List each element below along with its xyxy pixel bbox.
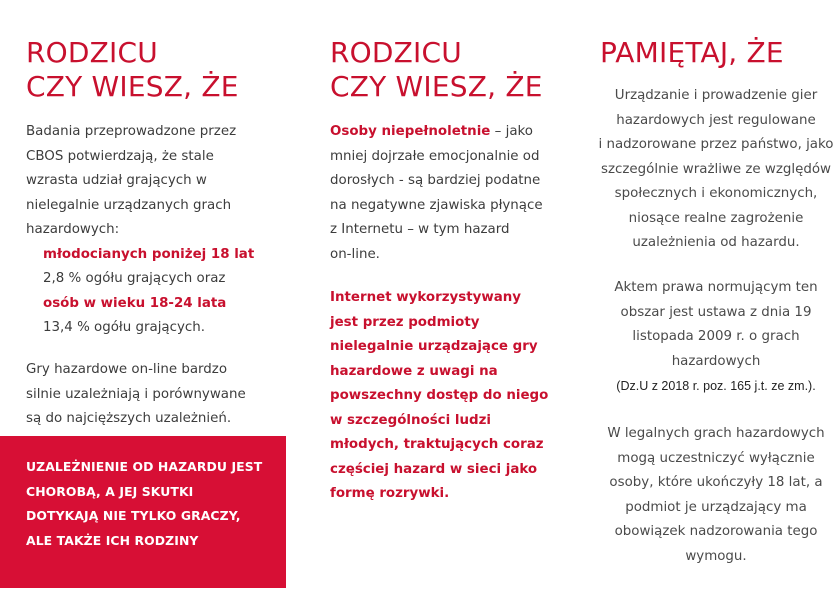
addiction-banner-text: UZALEŻNIENIE OD HAZARDU JEST CHOROBĄ, A JEJ SKUTKI DOTYKAJĄ NIE TYLKO GRACZY, ALE TAKŻE ICH RODZINY [26, 459, 263, 548]
group-minors-value: 2,8 % ogółu grających oraz [43, 271, 226, 286]
group-young-adults-value: 13,4 % ogółu grających. [43, 320, 206, 335]
legal-citation: (Dz.U z 2018 r. poz. 165 j.t. ze zm.). [616, 379, 816, 393]
heading-parent-did-you-know-2: RODZICU CZY WIESZ, ŻE [330, 36, 543, 103]
group-young-adults-label: osób w wieku 18-24 lata [43, 295, 227, 311]
survey-paragraph: Badania przeprowadzone przez CBOS potwierdzają, że stale wzrasta udział grających w nielegalnie urządzanych grach hazardowych: młodocianych poniżej 18 lat 2,8 % ogółu grających oraz osób w wieku 18-24 lata 13,4 % ogółu grających. [26, 120, 254, 341]
age-requirement-paragraph: W legalnych grach hazardowych mogą uczestniczyć wyłącznie osoby, które ukończyły 18 lat, a podmiot je urządzający ma obowiązek nadzorowania tego wymogu. [607, 426, 825, 564]
legal-act-paragraph: Aktem prawa normującym ten obszar jest ustawa z dnia 19 listopada 2009 r. o grach hazardowych (Dz.U z 2018 r. poz. 165 j.t. ze zm.). [598, 276, 834, 399]
heading-remember: PAMIĘTAJ, ŻE [600, 36, 784, 69]
regulation-paragraph: Urządzanie i prowadzenie gier hazardowych jest regulowane i nadzorowane przez państwo, jako szczególnie wrażliwe ze względów społecznych i ekonomicznych, niosące realne zagrożenie uzależnienia od hazardu. [598, 88, 834, 250]
minors-paragraph: Osoby niepełnoletnie – jako mniej dojrzałe emocjonalnie od dorosłych - są bardziej podatne na negatywne zjawiska płynące z Internetu – w tym hazard on-line. [330, 124, 543, 262]
minors-highlight: Osoby niepełnoletnie [330, 124, 491, 139]
online-gambling-paragraph: Gry hazardowe on-line bardzo silnie uzależniają i porównywane są do najcięższych uzależnień. [26, 362, 246, 426]
internet-paragraph: Internet wykorzystywany jest przez podmioty nielegalnie urządzające gry hazardowe z uwagi na powszechny dostęp do niego w szczególności ludzi młodych, traktujących coraz częściej hazard w sieci jako formę rozrywki. [330, 290, 549, 501]
heading-parent-did-you-know: RODZICU CZY WIESZ, ŻE [26, 36, 239, 103]
group-minors-label: młodocianych poniżej 18 lat [43, 246, 255, 262]
